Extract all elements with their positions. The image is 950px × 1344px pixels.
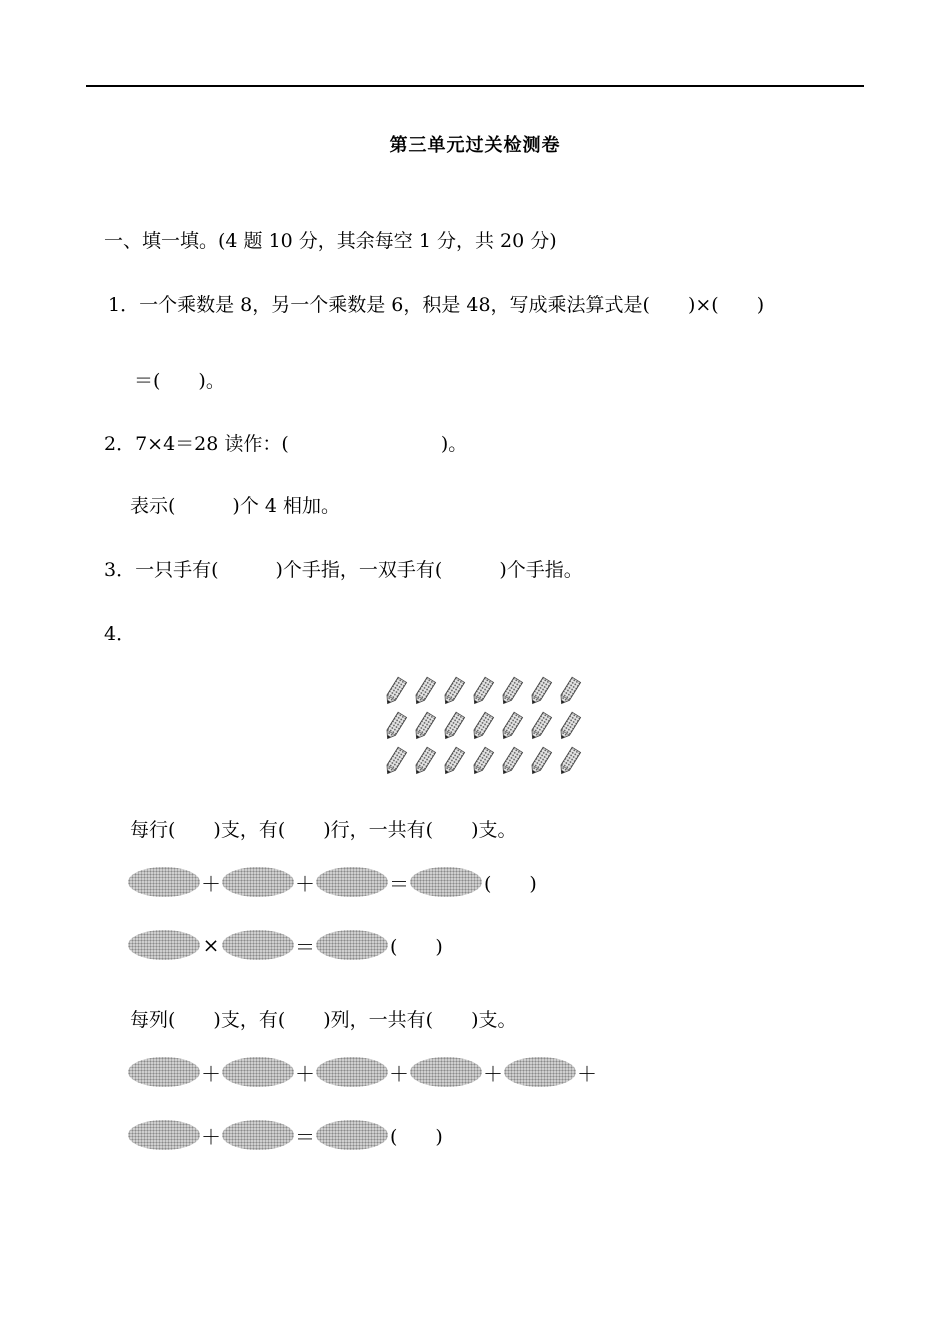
column-question-sentence: 每列( )支，有( )列，一共有( )支。 xyxy=(130,1009,517,1031)
blank-oval xyxy=(128,930,200,960)
question-1-line-2: ＝( )。 xyxy=(134,370,225,392)
equals-sign: ＝ xyxy=(295,934,315,959)
equals-sign: ＝ xyxy=(389,871,409,896)
equals-sign: ＝ xyxy=(295,1124,315,1149)
pencil-icon xyxy=(557,747,580,776)
answer-paren: ( ) xyxy=(390,935,443,958)
answer-paren: ( ) xyxy=(484,872,537,895)
page-title: 第三单元过关检测卷 xyxy=(389,135,561,156)
blank-oval xyxy=(410,1057,482,1087)
pencil-icon xyxy=(441,747,464,776)
plus-sign: ＋ xyxy=(201,871,221,896)
pencil-icon xyxy=(441,677,464,706)
question-4-number: 4． xyxy=(104,623,136,645)
blank-oval xyxy=(316,1120,388,1150)
pencil-icon xyxy=(383,677,406,706)
pencil-icon xyxy=(412,747,435,776)
blank-oval xyxy=(316,867,388,897)
row-question-sentence: 每行( )支，有( )行，一共有( )支。 xyxy=(130,819,517,841)
plus-sign: ＋ xyxy=(295,871,315,896)
question-2-line-2: 表示( )个 4 相加。 xyxy=(130,495,340,517)
blank-oval xyxy=(128,1057,200,1087)
blank-oval xyxy=(222,930,294,960)
blank-oval xyxy=(316,1057,388,1087)
blank-oval xyxy=(504,1057,576,1087)
section-heading: 一、填一填。(4 题 10 分，其余每空 1 分，共 20 分) xyxy=(104,230,557,252)
column-addition-equation-line-2 xyxy=(128,1120,443,1150)
question-3-line-1: 3．一只手有( )个手指，一双手有( )个手指。 xyxy=(104,559,583,581)
plus-sign: ＋ xyxy=(389,1061,409,1086)
row-multiplication-equation xyxy=(128,930,443,960)
pencil-icon xyxy=(412,677,435,706)
pencil-icon xyxy=(412,712,435,741)
pencil-icon xyxy=(470,677,493,706)
pencil-icon xyxy=(557,677,580,706)
pencil-icon xyxy=(557,712,580,741)
pencil-icon xyxy=(383,712,406,741)
pencil-icon xyxy=(499,712,522,741)
pencil-icon xyxy=(528,747,551,776)
row-addition-equation xyxy=(128,867,537,897)
answer-paren: ( ) xyxy=(390,1125,443,1148)
header-rule xyxy=(86,85,864,87)
blank-oval xyxy=(410,867,482,897)
blank-oval xyxy=(222,1120,294,1150)
plus-sign: ＋ xyxy=(577,1061,597,1086)
pencil-icon xyxy=(528,712,551,741)
column-addition-equation-line-1 xyxy=(128,1057,598,1087)
times-sign: × xyxy=(202,933,220,957)
blank-oval xyxy=(316,930,388,960)
pencil-icon xyxy=(470,747,493,776)
blank-oval xyxy=(128,867,200,897)
plus-sign: ＋ xyxy=(295,1061,315,1086)
plus-sign: ＋ xyxy=(201,1124,221,1149)
pencil-icon xyxy=(499,747,522,776)
question-2-line-1: 2．7×4＝28 读作：( )。 xyxy=(104,433,468,455)
plus-sign: ＋ xyxy=(483,1061,503,1086)
question-1-line-1: 1．一个乘数是 8，另一个乘数是 6，积是 48，写成乘法算式是( )×( ) xyxy=(108,294,765,316)
pencil-icon xyxy=(528,677,551,706)
pencil-icon xyxy=(383,747,406,776)
pencil-icon xyxy=(470,712,493,741)
blank-oval xyxy=(222,867,294,897)
pencil-grid-image xyxy=(378,670,588,780)
blank-oval xyxy=(128,1120,200,1150)
pencil-icon xyxy=(441,712,464,741)
pencil-icon xyxy=(499,677,522,706)
blank-oval xyxy=(222,1057,294,1087)
plus-sign: ＋ xyxy=(201,1061,221,1086)
